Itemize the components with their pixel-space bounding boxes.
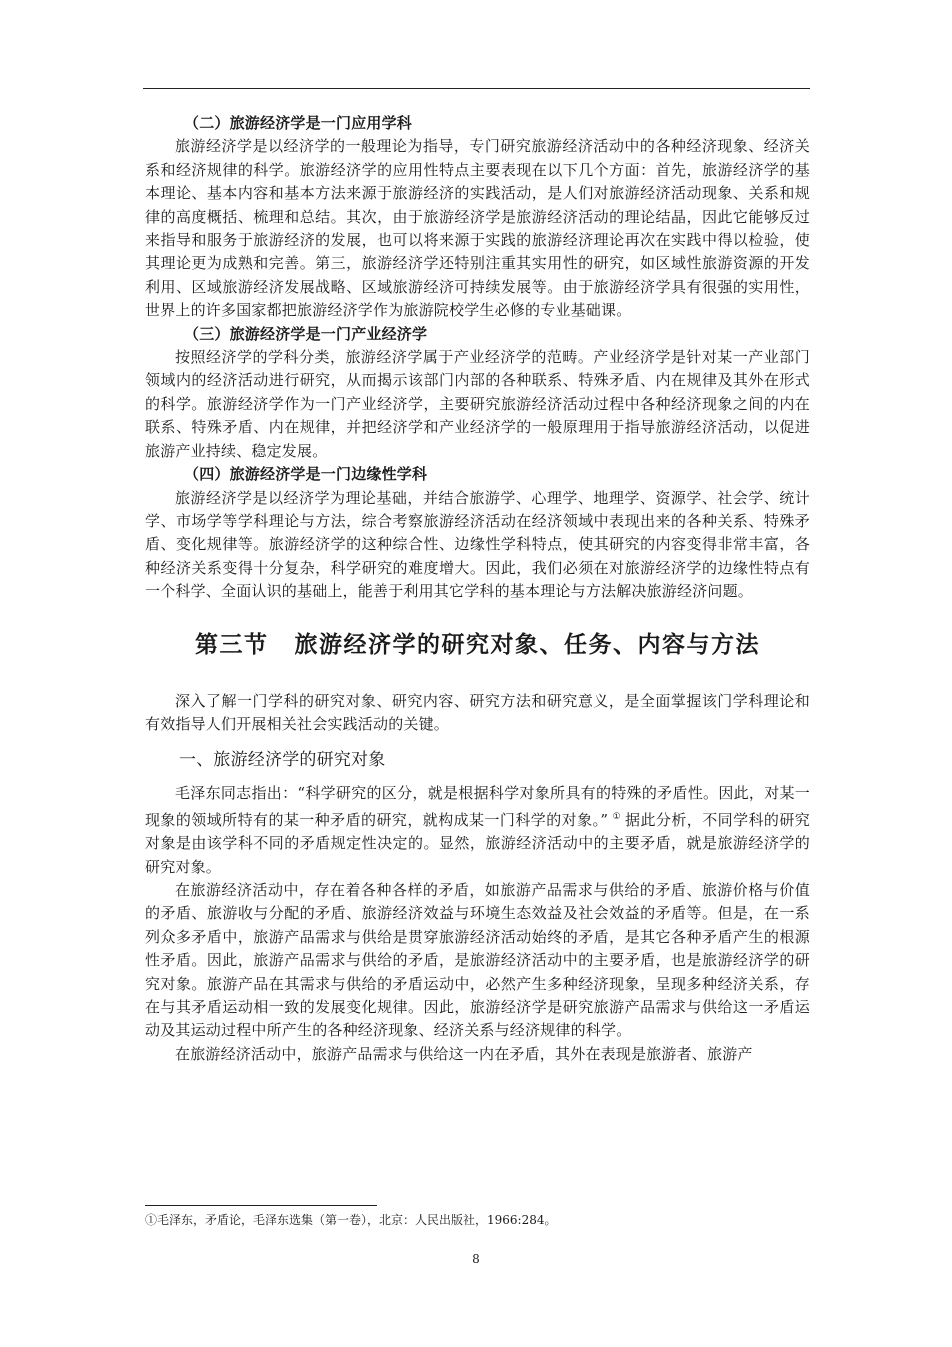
section-number: 第三节 (195, 630, 269, 658)
paragraph: 在旅游经济活动中，存在着各种各样的矛盾，如旅游产品需求与供给的矛盾、旅游价格与价值的矛盾、旅游收与分配的矛盾、旅游经济效益与环境生态效益及社会效益的矛盾等。但是，在一系列众多矛盾中，旅游产品需求与供给是贯穿旅游经济活动始终的矛盾，是其它各种矛盾产生的根源性矛盾。因此，旅游产品需求与供给的矛盾，是旅游经济活动中的主要矛盾，也是旅游经济学的研究对象。旅游产品在其需求与供给的矛盾运动中，必然产生多种经济现象，呈现多种经济关系，存在与其矛盾运动相一致的发展变化规律。因此，旅游经济学是研究旅游产品需求与供给这一矛盾运动及其运动过程中所产生的各种经济现象、经济关系与经济规律的科学。 (145, 880, 810, 1040)
subheading-marginal-discipline: （四）旅游经济学是一门边缘性学科 (184, 465, 428, 484)
subsection-heading: 一、旅游经济学的研究对象 (179, 750, 386, 771)
paragraph: 按照经济学的学科分类，旅游经济学属于产业经济学的范畴。产业经济学是针对某一产业部门领域内的经济活动进行研究，从而揭示该部门内部的各种联系、特殊矛盾、内在规律及其外在形式的科学。旅游经济学作为一门产业经济学，主要研究旅游经济活动过程中各种经济现象之间的内在联系、特殊矛盾、内在规律，并把经济学和产业经济学的一般原理用于指导旅游经济活动，以促进旅游产业持续、稳定发展。 (145, 348, 810, 460)
subheading-applied-discipline: （二）旅游经济学是一门应用学科 (184, 114, 413, 132)
paragraph-quote (145, 782, 810, 879)
footnote-rule (145, 1205, 377, 1206)
paragraph: 旅游经济学是以经济学的一般理论为指导，专门研究旅游经济活动中的各种经济现象、经济关系和经济规律的科学。旅游经济学的应用性特点主要表现在以下几个方面：首先，旅游经济学的基本理论、基本内容和基本方法来源于旅游经济的实践活动，是人们对旅游经济活动现象、关系和规律的高度概括、梳理和总结。其次，由于旅游经济学是旅游经济活动的理论结晶，因此它能够反过来指导和服务于旅游经济的发展，也可以将来源于实践的旅游经济理论再次在实践中得以检验，使其理论更为成熟和完善。第三，旅游经济学还特别注重其实用性的研究，如区域性旅游资源的开发利用、区域旅游经济发展战略、区域旅游经济可持续发展等。由于旅游经济学具有很强的实用性，世界上的许多国家都把旅游经济学作为旅游院校学生必修的专业基础课。 (145, 137, 810, 320)
quote-analysis: 据此分析，不同学科的研究对象是由该学科不同的矛盾规定性决定的。显然，旅游经济活动中的主要矛盾，就是旅游经济学的研究对象。 (145, 810, 810, 876)
section-title-text: 旅游经济学的研究对象、任务、内容与方法 (294, 630, 760, 658)
footnote: ①毛泽东，矛盾论，毛泽东选集（第一卷），北京：人民出版社，1966:284。 (145, 1213, 557, 1227)
subheading-industrial-economics: （三）旅游经济学是一门产业经济学 (184, 324, 428, 343)
paragraph: 在旅游经济活动中，旅游产品需求与供给这一内在矛盾，其外在表现是旅游者、旅游产 (175, 1044, 753, 1063)
page-number: 8 (472, 1252, 480, 1266)
header-rule (143, 88, 810, 89)
section-intro: 深入了解一门学科的研究对象、研究内容、研究方法和研究意义，是全面掌握该门学科理论和有效指导人们开展相关社会实践活动的关键。 (145, 691, 810, 733)
body-text (145, 112, 810, 1066)
quote-text: 毛泽东同志指出：“科学研究的区分，就是根据科学对象所具有的特殊的矛盾性。因此，对某一现象的领域所特有的某一种矛盾的研究，就构成某一门科学的对象。” (145, 784, 810, 829)
section-title (145, 630, 810, 660)
paragraph: 旅游经济学是以经济学为理论基础，并结合旅游学、心理学、地理学、资源学、社会学、统计学、市场学等学科理论与方法，综合考察旅游经济活动在经济领域中表现出来的各种关系、特殊矛盾、变化规律等。旅游经济学的这种综合性、边缘性学科特点，使其研究的内容变得非常丰富，各种经济关系变得十分复杂，科学研究的难度增大。因此，我们必须在对旅游经济学的边缘性特点有一个科学、全面认识的基础上，能善于利用其它学科的基本理论与方法解决旅游经济问题。 (145, 488, 810, 601)
footnote-reference[interactable]: ① (612, 811, 622, 822)
